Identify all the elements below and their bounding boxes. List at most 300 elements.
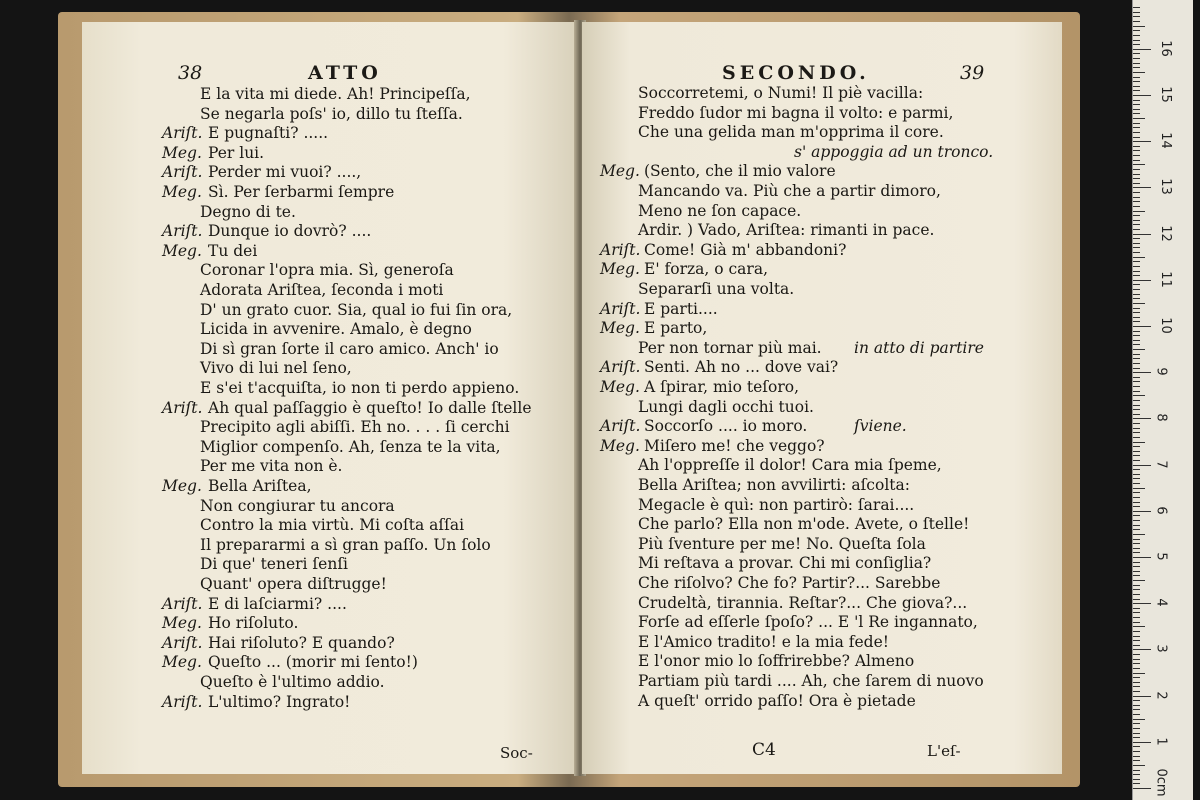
ruler-tick	[1133, 622, 1140, 623]
ruler-tick	[1133, 515, 1140, 516]
text-line	[582, 652, 1062, 670]
ruler-number: 6	[1153, 506, 1169, 515]
ruler-tick	[1133, 377, 1140, 378]
ruler-tick	[1133, 566, 1140, 567]
ruler-tick	[1133, 640, 1140, 641]
verse-text: Ho riſoluto.	[208, 614, 299, 633]
verse-text: Dunque io dovrò? ....	[208, 222, 372, 241]
ruler-number: 15	[1157, 86, 1173, 103]
ruler-number: 2	[1153, 690, 1169, 700]
text-line	[82, 634, 578, 652]
verse-text: Mancando va. Più che a partir dimoro,	[638, 182, 941, 200]
verse-text: Hai riſoluto? E quando?	[208, 633, 395, 652]
ruler-tick	[1133, 575, 1140, 576]
text-line	[582, 339, 1062, 357]
ruler-number: 13	[1157, 178, 1173, 196]
ruler-tick	[1133, 150, 1140, 151]
verse-text: Per me vita non è.	[200, 457, 343, 476]
ruler-tick	[1133, 506, 1140, 507]
ruler-tick	[1133, 418, 1151, 419]
text-line	[82, 144, 578, 162]
ruler-tick	[1133, 663, 1140, 664]
ruler-tick	[1133, 626, 1145, 627]
text-line	[82, 85, 578, 103]
measurement-ruler	[1132, 0, 1193, 800]
speaker-label: Ariſt.	[162, 594, 203, 613]
ruler-tick	[1133, 691, 1140, 692]
text-line	[582, 398, 1062, 416]
verse-text: Coronar l'opra mia. Sì, generoſa	[200, 261, 454, 280]
ruler-tick	[1133, 183, 1140, 184]
ruler-tick	[1133, 275, 1140, 276]
verse-text: E pugnaſti? .....	[208, 124, 329, 143]
verse-text: Queſto è l'ultimo addio.	[200, 673, 385, 691]
speaker-label: Ariſt.	[600, 299, 641, 318]
stage-direction: ſviene.	[854, 417, 907, 436]
ruler-tick	[1133, 580, 1145, 581]
text-line	[582, 162, 1062, 180]
verse-text: Ah qual paſſaggio è queſto! Io dalle ſtelle	[208, 398, 532, 417]
text-line	[582, 143, 1062, 161]
verse-text: Quant' opera diſtrugge!	[200, 575, 387, 593]
text-line	[582, 202, 1062, 220]
ruler-tick	[1133, 381, 1140, 382]
ruler-tick	[1133, 16, 1140, 17]
verse-text: Queſto ... (morir mi ſento!)	[208, 653, 418, 672]
speaker-label: Meg.	[162, 653, 202, 672]
ruler-tick	[1133, 252, 1140, 253]
signature-mark: C4	[752, 740, 776, 760]
ruler-tick	[1133, 511, 1151, 512]
ruler-tick	[1133, 187, 1151, 188]
ruler-tick	[1133, 428, 1140, 429]
text-line	[582, 515, 1062, 533]
ruler-tick	[1133, 7, 1140, 8]
ruler-tick	[1133, 409, 1140, 410]
verse-text: Senti. Ah no ... dove vai?	[644, 358, 839, 377]
text-line	[82, 301, 578, 319]
verse-text: Miſero me! che veggo?	[644, 436, 825, 455]
ruler-tick	[1133, 234, 1151, 235]
verse-text: Freddo ſudor mi bagna il volto: e parmi,	[638, 103, 954, 122]
ruler-tick	[1133, 211, 1145, 212]
ruler-tick	[1133, 372, 1151, 373]
text-line	[582, 300, 1062, 318]
ruler-tick	[1133, 548, 1140, 549]
ruler-tick	[1133, 534, 1145, 535]
ruler-tick	[1133, 58, 1140, 59]
ruler-tick	[1133, 266, 1140, 267]
ruler-tick	[1133, 677, 1140, 678]
ruler-tick	[1133, 340, 1140, 341]
text-line	[82, 242, 578, 260]
text-line	[582, 633, 1062, 651]
ruler-tick	[1133, 589, 1140, 590]
ruler-number: 16	[1157, 40, 1173, 57]
text-line	[82, 124, 578, 142]
ruler-tick	[1133, 617, 1140, 618]
verse-text: Licida in avvenire. Amalo, è degno	[200, 320, 472, 339]
verse-text: Mi reſtava a provar. Chi mi conſiglia?	[638, 554, 932, 573]
ruler-tick	[1133, 127, 1140, 128]
ruler-tick	[1133, 164, 1145, 165]
verse-text: Tu dei	[208, 241, 258, 260]
text-line	[582, 456, 1062, 474]
speaker-label: Meg.	[600, 319, 640, 338]
text-line	[582, 358, 1062, 376]
text-line	[82, 575, 578, 593]
ruler-tick	[1133, 335, 1140, 336]
ruler-number: 4	[1153, 598, 1169, 607]
speaker-label: Meg.	[162, 477, 202, 495]
verse-text: E la vita mi diede. Ah! Principeſſa,	[200, 85, 471, 103]
ruler-tick	[1133, 405, 1140, 406]
ruler-number: 5	[1153, 552, 1169, 561]
speaker-label: Meg.	[600, 260, 640, 279]
ruler-number: 7	[1153, 459, 1169, 469]
text-line	[82, 536, 578, 554]
speaker-label: Ariſt.	[162, 633, 203, 652]
text-line	[82, 673, 578, 691]
ruler-tick	[1133, 728, 1140, 729]
ruler-tick	[1133, 53, 1140, 54]
ruler-tick	[1133, 349, 1145, 350]
stage-direction: s' appoggia ad un tronco.	[794, 142, 994, 161]
ruler-tick	[1133, 543, 1140, 544]
speaker-label: Meg.	[162, 183, 202, 201]
ruler-tick	[1133, 774, 1140, 775]
ruler-tick	[1133, 705, 1140, 706]
ruler-number: 14	[1157, 132, 1173, 149]
verse-text: Soccorſo .... io moro.	[644, 417, 808, 436]
ruler-tick	[1133, 289, 1140, 290]
text-line	[582, 554, 1062, 572]
text-line	[582, 241, 1062, 259]
ruler-tick	[1133, 363, 1140, 364]
ruler-tick	[1133, 423, 1140, 424]
ruler-tick	[1133, 113, 1140, 114]
ruler-number: 9	[1153, 367, 1169, 376]
text-line	[582, 104, 1062, 122]
ruler-tick	[1133, 742, 1151, 743]
ruler-tick	[1133, 760, 1140, 761]
verse-text: Lungi dagli occhi tuoi.	[638, 397, 814, 416]
ruler-tick	[1133, 30, 1140, 31]
ruler-tick	[1133, 765, 1145, 766]
ruler-tick	[1133, 21, 1140, 22]
ruler-tick	[1133, 86, 1140, 87]
verse-text: Non congiurar tu ancora	[200, 496, 395, 515]
verse-text: A ſpirar, mio teſoro,	[644, 378, 799, 396]
ruler-tick	[1133, 746, 1140, 747]
verse-text: E l'onor mio lo ſoffrirebbe? Almeno	[638, 652, 915, 671]
ruler-tick	[1133, 469, 1140, 470]
ruler-tick	[1133, 261, 1140, 262]
ruler-tick	[1133, 312, 1140, 313]
ruler-tick	[1133, 737, 1140, 738]
ruler-tick	[1133, 631, 1140, 632]
verse-text: E l'Amico tradito! e la mia fede!	[638, 632, 890, 651]
ruler-tick	[1133, 696, 1151, 697]
verse-text: Crudeltà, tirannia. Reſtar?... Che giova?...	[638, 593, 968, 612]
ruler-tick	[1133, 700, 1140, 701]
ruler-tick	[1133, 442, 1145, 443]
ruler-tick	[1133, 668, 1140, 669]
text-line	[582, 280, 1062, 298]
ruler-tick	[1133, 659, 1140, 660]
verse-text: Più ſventure per me! No. Queſta ſola	[638, 534, 926, 553]
ruler-tick	[1133, 783, 1140, 784]
ruler-tick	[1133, 49, 1151, 50]
ruler-tick	[1133, 673, 1145, 674]
ruler-tick	[1133, 603, 1151, 604]
ruler-tick	[1133, 77, 1140, 78]
ruler-tick	[1133, 636, 1140, 637]
ruler-tick	[1133, 132, 1140, 133]
text-line	[82, 183, 578, 201]
ruler-tick	[1133, 26, 1145, 27]
text-line	[82, 320, 578, 338]
ruler-tick	[1133, 354, 1140, 355]
verse-text: Forſe ad eſſerle ſpoſo? ... E 'l Re ingannato,	[638, 613, 978, 632]
verse-text: Di sì gran ſorte il caro amico. Anch' io	[200, 339, 499, 358]
ruler-tick	[1133, 220, 1140, 221]
ruler-tick	[1133, 502, 1140, 503]
ruler-tick	[1133, 155, 1140, 156]
text-line	[82, 477, 578, 495]
text-line	[82, 222, 578, 240]
ruler-tick	[1133, 104, 1140, 105]
verse-text: Come! Già m' abbandoni?	[644, 240, 847, 259]
verse-text: Ardir. ) Vado, Ariſtea: rimanti in pace.	[638, 221, 935, 240]
ruler-tick	[1133, 303, 1145, 304]
ruler-tick	[1133, 733, 1140, 734]
text-line	[82, 516, 578, 534]
ruler-tick	[1133, 197, 1140, 198]
ruler-tick	[1133, 529, 1140, 530]
ruler-tick	[1133, 400, 1140, 401]
ruler-tick	[1133, 751, 1140, 752]
verse-text: Che riſolvo? Che fo? Partir?... Sarebbe	[638, 574, 941, 592]
ruler-tick	[1133, 67, 1140, 68]
ruler-tick	[1133, 229, 1140, 230]
ruler-tick	[1133, 460, 1140, 461]
ruler-tick	[1133, 40, 1140, 41]
text-line	[582, 123, 1062, 141]
ruler-tick	[1133, 247, 1140, 248]
ruler-tick	[1133, 395, 1145, 396]
ruler-tick	[1133, 271, 1140, 272]
ruler-tick	[1133, 682, 1140, 683]
verse-text: E parti....	[644, 299, 718, 318]
ruler-tick	[1133, 178, 1140, 179]
ruler-tick	[1133, 654, 1140, 655]
ruler-tick	[1133, 321, 1140, 322]
left-page-header: ATTO	[308, 62, 382, 84]
ruler-number: 3	[1153, 644, 1169, 654]
ruler-tick	[1133, 446, 1140, 447]
text-line	[582, 221, 1062, 239]
right-page	[582, 22, 1062, 774]
text-line	[82, 653, 578, 671]
ruler-tick	[1133, 437, 1140, 438]
ruler-tick	[1133, 123, 1140, 124]
verse-text: Per lui.	[208, 143, 265, 162]
stage-direction: in atto di partire	[854, 338, 984, 357]
ruler-tick	[1133, 358, 1140, 359]
ruler-tick	[1133, 35, 1140, 36]
ruler-tick	[1133, 723, 1140, 724]
ruler-tick	[1133, 160, 1140, 161]
text-line	[582, 692, 1062, 710]
verse-text: Per non tornar più mai.	[638, 338, 822, 357]
ruler-tick	[1133, 520, 1140, 521]
text-line	[82, 693, 578, 711]
text-line	[82, 614, 578, 632]
text-line	[82, 438, 578, 456]
right-catchword: L'eſ-	[927, 742, 961, 760]
verse-text: Meno ne ſon capace.	[638, 201, 802, 220]
ruler-tick	[1133, 63, 1140, 64]
verse-text: Partiam più tardi .... Ah, che ſarem di nuovo	[638, 672, 984, 690]
ruler-tick	[1133, 201, 1140, 202]
ruler-tick	[1133, 169, 1140, 170]
ruler-tick	[1133, 90, 1140, 91]
verse-text: Contro la mia virtù. Mi coſta aſſai	[200, 516, 465, 535]
left-page-number: 38	[178, 62, 203, 84]
ruler-tick	[1133, 562, 1140, 563]
ruler-tick	[1133, 709, 1140, 710]
ruler-tick	[1133, 44, 1140, 45]
ruler-tick	[1133, 714, 1140, 715]
speaker-label: Meg.	[162, 143, 202, 162]
speaker-label: Ariſt.	[600, 240, 641, 259]
verse-text: E s'ei t'acquiſta, io non ti perdo appieno.	[200, 379, 520, 397]
ruler-tick	[1133, 649, 1151, 650]
ruler-tick	[1133, 488, 1145, 489]
verse-text: Separarſi una volta.	[638, 280, 795, 298]
text-line	[582, 437, 1062, 455]
verse-text: Miglior compenſo. Ah, ſenza te la vita,	[200, 437, 501, 456]
ruler-number: 12	[1157, 224, 1173, 242]
ruler-tick	[1133, 386, 1140, 387]
ruler-tick	[1133, 497, 1140, 498]
text-line	[82, 261, 578, 279]
text-line	[82, 379, 578, 397]
ruler-tick	[1133, 599, 1140, 600]
ruler-tick	[1133, 585, 1140, 586]
text-line	[82, 163, 578, 181]
ruler-tick	[1133, 608, 1140, 609]
text-line	[82, 399, 578, 417]
text-line	[582, 613, 1062, 631]
speaker-label: Ariſt.	[162, 222, 203, 241]
ruler-tick	[1133, 331, 1140, 332]
verse-text: Sì. Per ſerbarmi ſempre	[208, 183, 395, 201]
ruler-tick	[1133, 118, 1145, 119]
ruler-tick	[1133, 465, 1151, 466]
ruler-tick	[1133, 12, 1140, 13]
ruler-tick	[1133, 141, 1151, 142]
ruler-tick	[1133, 557, 1151, 558]
text-line	[82, 595, 578, 613]
ruler-tick	[1133, 368, 1140, 369]
text-line	[82, 203, 578, 221]
text-line	[82, 418, 578, 436]
verse-text: Se negarla poſs' io, dillo tu ſteſſa.	[200, 104, 463, 123]
speaker-label: Meg.	[600, 378, 640, 396]
ruler-tick	[1133, 344, 1140, 345]
verse-text: Precipito agli abiſſi. Eh no. . . . ſi cerchi	[200, 418, 510, 437]
text-line	[582, 319, 1062, 337]
verse-text: Soccorretemi, o Numi! Il piè vacilla:	[638, 84, 924, 102]
ruler-tick	[1133, 243, 1140, 244]
ruler-tick	[1133, 308, 1140, 309]
ruler-tick	[1133, 238, 1140, 239]
speaker-label: Meg.	[600, 162, 640, 181]
ruler-tick	[1133, 451, 1140, 452]
left-catchword: Soc-	[500, 744, 533, 762]
ruler-tick	[1133, 257, 1145, 258]
verse-text: Perder mi vuoi? ....,	[208, 163, 362, 182]
verse-text: E' forza, o cara,	[644, 260, 768, 279]
speaker-label: Ariſt.	[162, 692, 203, 711]
verse-text: (Sento, che il mio valore	[644, 162, 836, 181]
ruler-tick	[1133, 192, 1140, 193]
text-line	[582, 574, 1062, 592]
ruler-tick	[1133, 294, 1140, 295]
verse-text: Che parlo? Ella non m'ode. Avete, o ſtelle!	[638, 515, 970, 534]
verse-text: Vivo di lui nel ſeno,	[200, 359, 352, 378]
text-line	[82, 497, 578, 515]
ruler-number: 11	[1157, 271, 1173, 288]
ruler-tick	[1133, 483, 1140, 484]
speaker-label: Ariſt.	[162, 124, 203, 143]
ruler-tick	[1133, 779, 1140, 780]
left-page	[82, 22, 578, 774]
ruler-tick	[1133, 539, 1140, 540]
text-line	[582, 182, 1062, 200]
ruler-tick	[1133, 525, 1140, 526]
verse-text: Adorata Ariſtea, ſeconda i moti	[200, 281, 444, 299]
verse-text: L'ultimo? Ingrato!	[208, 692, 351, 711]
ruler-tick	[1133, 109, 1140, 110]
speaker-label: Ariſt.	[162, 398, 203, 417]
ruler-tick	[1133, 788, 1151, 789]
speaker-label: Meg.	[600, 436, 640, 455]
ruler-tick	[1133, 206, 1140, 207]
text-line	[82, 555, 578, 573]
text-line	[82, 457, 578, 475]
ruler-tick	[1133, 756, 1140, 757]
ruler-tick	[1133, 215, 1140, 216]
text-line	[82, 340, 578, 358]
text-line	[582, 476, 1062, 494]
verse-text: Il prepararmi a sì gran paſſo. Un ſolo	[200, 535, 491, 554]
ruler-number: 1	[1153, 737, 1169, 746]
ruler-tick	[1133, 391, 1140, 392]
text-line	[582, 594, 1062, 612]
ruler-tick	[1133, 224, 1140, 225]
right-page-number: 39	[960, 62, 985, 84]
ruler-tick	[1133, 284, 1140, 285]
ruler-tick	[1133, 719, 1145, 720]
ruler-tick	[1133, 645, 1140, 646]
verse-text: Che una gelida man m'opprima il core.	[638, 123, 944, 142]
ruler-unit-label: 0cm	[1153, 768, 1169, 797]
ruler-tick	[1133, 81, 1140, 82]
text-line	[582, 496, 1062, 514]
